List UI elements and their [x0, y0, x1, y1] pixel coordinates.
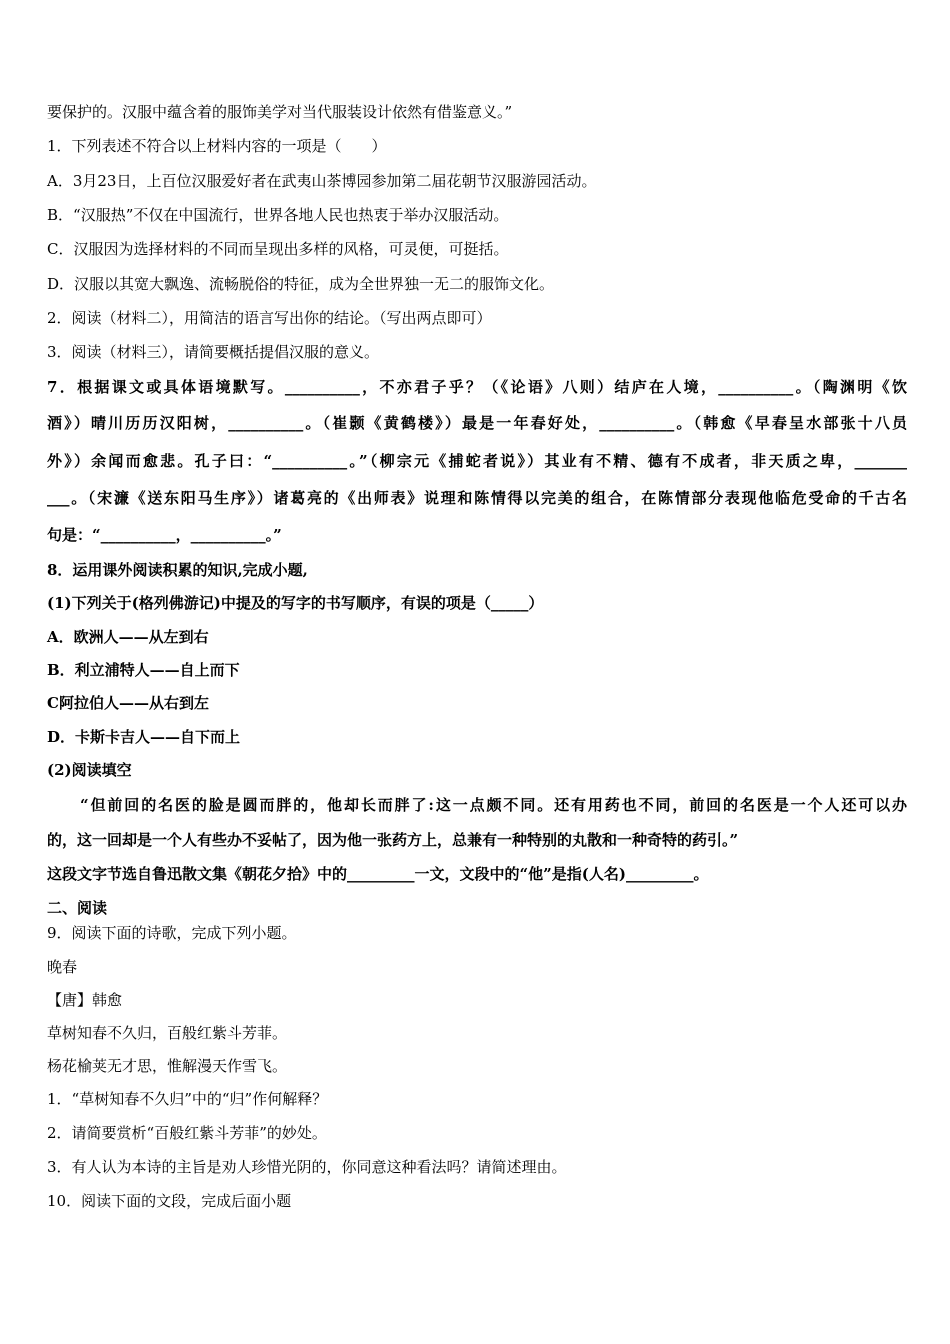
q8-option-d: D．卡斯卡吉人——自下而上 [47, 728, 241, 746]
question-10: 10．阅读下面的文段，完成后面小题 [47, 1192, 292, 1210]
section-heading: 二、阅读 [47, 899, 108, 917]
fill-in-line: 这段文字节选自鲁迅散文集《朝花夕拾》中的_________一文，文段中的“他”是指(人名)_________。 [47, 865, 709, 883]
question-7-line-2: 酒》）晴川历历汉阳树，__________。（崔颢《黄鹤楼》）最是一年春好处，__________。（韩愈《早春呈水部张十八员 [47, 414, 907, 432]
q8-option-c: C阿拉伯人——从右到左 [47, 694, 209, 712]
question-2: 2．阅读（材料二），用简洁的语言写出你的结论。（写出两点即可） [47, 309, 492, 327]
q9-sub-2: 2．请简要赏析“百般红紫斗芳菲”的妙处。 [47, 1124, 327, 1142]
option-d: D．汉服以其宽大飘逸、流畅脱俗的特征，成为全世界独一无二的服饰文化。 [47, 275, 555, 293]
question-8: 8．运用课外阅读积累的知识,完成小题, [47, 561, 308, 579]
question-8-part-2: (2)阅读填空 [47, 761, 132, 779]
quote-line-2: 的，这一回却是一个人有些办不妥帖了，因为他一张药方上，总兼有一种特别的丸散和一种奇特的药引。” [47, 831, 739, 849]
question-7-line-1: 7．根据课文或具体语境默写。__________，不亦君子乎？（《论语》八则）结庐在人境，__________。（陶渊明《饮 [47, 378, 907, 396]
question-9: 9．阅读下面的诗歌，完成下列小题。 [47, 924, 297, 942]
question-3: 3．阅读（材料三），请简要概括提倡汉服的意义。 [47, 343, 380, 361]
q9-sub-3: 3．有人认为本诗的主旨是劝人珍惜光阴的，你同意这种看法吗？请简述理由。 [47, 1158, 567, 1176]
poem-title: 晚春 [47, 958, 78, 976]
question-7-line-4: ___。（宋濂《送东阳马生序》）诸葛亮的《出师表》说理和陈情得以完美的组合，在陈情部分表现他临危受命的千古名 [47, 489, 907, 507]
question-7-line-5: 句是：“__________，__________。” [47, 526, 282, 544]
poem-line-2: 杨花榆荚无才思，惟解漫天作雪飞。 [47, 1057, 288, 1075]
option-c: C．汉服因为选择材料的不同而呈现出多样的风格，可灵便，可挺括。 [47, 240, 509, 258]
question-1: 1．下列表述不符合以上材料内容的一项是（ ） [47, 137, 387, 155]
question-7-line-3: 外》）余闻而愈悲。孔子曰：“__________。”（柳宗元《捕蛇者说》）其业有不精、德有不成者，非天质之卑，_______ [47, 452, 907, 470]
poem-line-1: 草树知春不久归，百般红紫斗芳菲。 [47, 1024, 288, 1042]
option-a: A．3月23日，上百位汉服爱好者在武夷山茶博园参加第二届花朝节汉服游园活动。 [47, 172, 597, 190]
q9-sub-1: 1．“草树知春不久归”中的“归”作何解释？ [47, 1090, 328, 1108]
text-line: 要保护的。汉服中蕴含着的服饰美学对当代服装设计依然有借鉴意义。” [47, 103, 513, 121]
q8-option-b: B．利立浦特人——自上而下 [47, 661, 240, 679]
q8-option-a: A．欧洲人——从左到右 [47, 628, 209, 646]
poem-author: 【唐】韩愈 [47, 991, 123, 1009]
quote-line-1: “但前回的名医的脸是圆而胖的，他却长而胖了:这一点颇不同。还有用药也不同，前回的名医是一个人还可以办 [80, 796, 907, 814]
option-b: B．“汉服热”不仅在中国流行，世界各地人民也热衷于举办汉服活动。 [47, 206, 509, 224]
question-8-part-1: (1)下列关于(格列佛游记)中提及的写字的书写顺序，有误的项是（_____） [47, 594, 544, 612]
